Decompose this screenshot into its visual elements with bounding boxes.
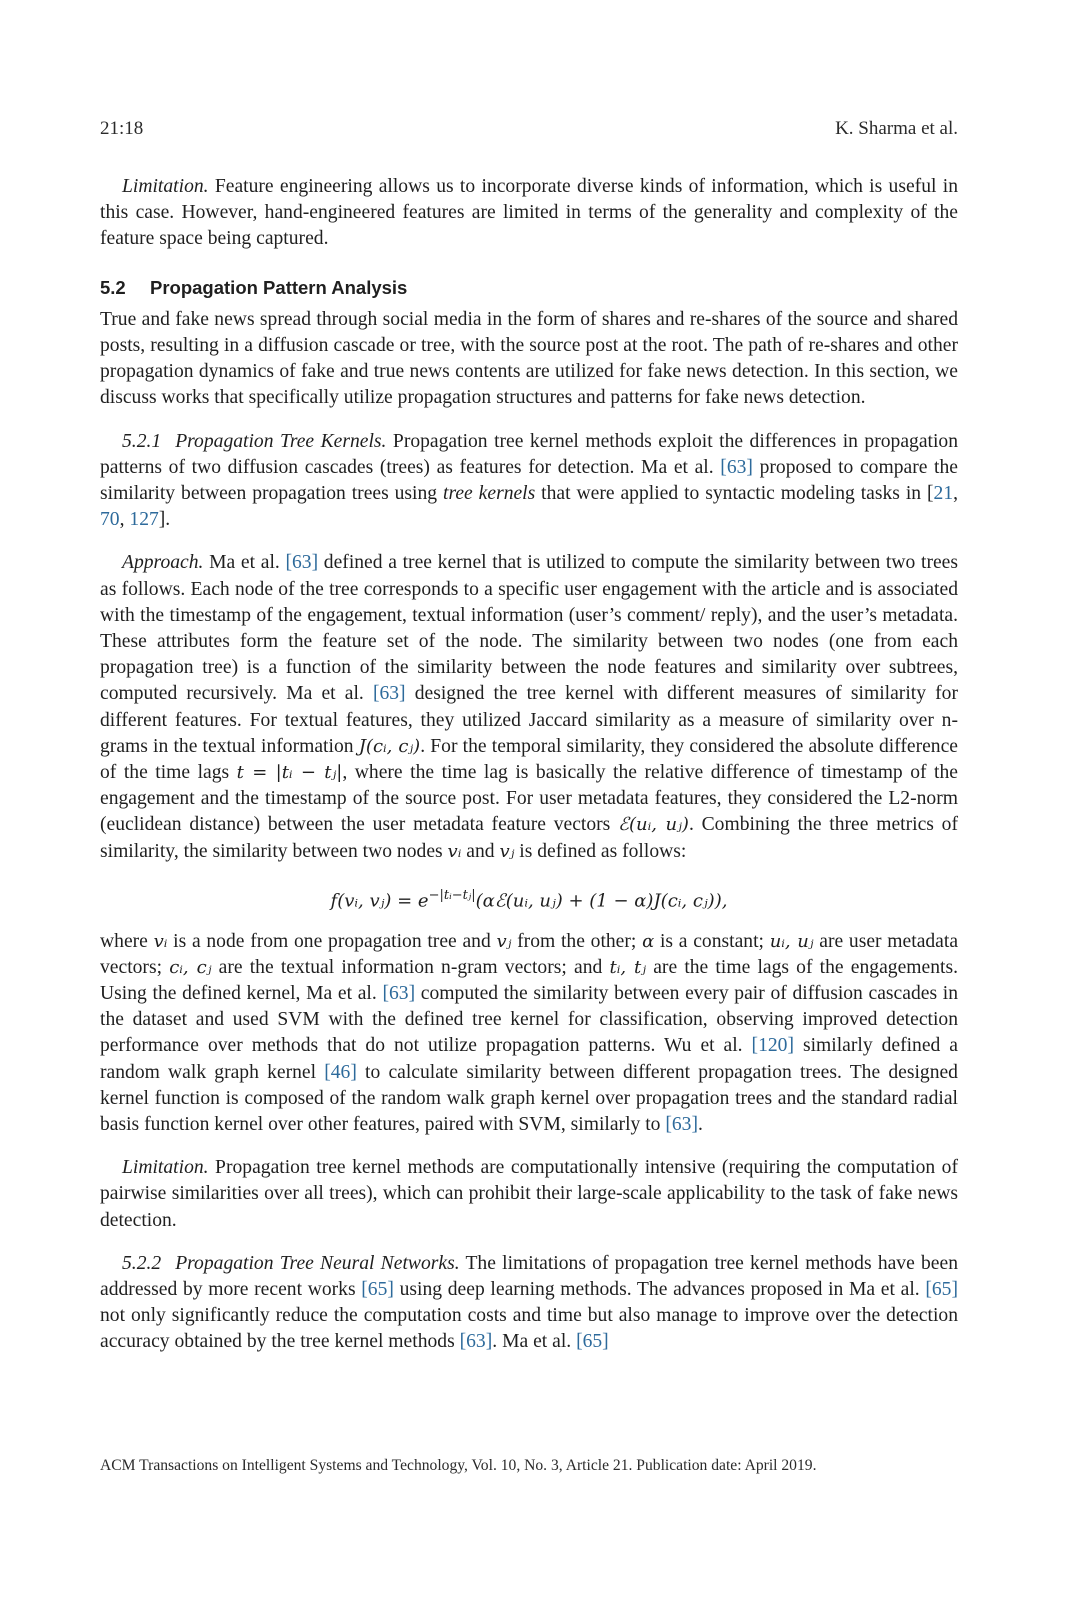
citation-link[interactable]: [46]	[324, 1061, 357, 1083]
inline-math: ℰ(uᵢ, uⱼ)	[618, 814, 689, 836]
citation-link[interactable]: 127	[129, 509, 159, 531]
citation-link[interactable]: 21	[933, 483, 954, 505]
subsection-title: Propagation Tree Kernels.	[175, 430, 387, 452]
paragraph-label: Limitation.	[122, 1157, 209, 1179]
inline-math: J(cᵢ, cⱼ)	[358, 735, 421, 757]
similarity-equation: f(vᵢ, vⱼ) = $e^{-|tᵢ-tⱼ|}(\alpha ℰ(uᵢ$, uⱼ) + (1 − α)J(cᵢ, cⱼ)),	[330, 887, 728, 912]
approach-paragraph: Approach. Ma et al. [63] defined a tree kernel that is utilized to compute the similarity between two trees as follows. Each node of the tree corresponds to a specific user engagement with the article and is associated with the timestamp of the engagement, textual information (user’s comment/ reply), and the user’s metadata. These attributes form the feature set of the node. The similarity between two nodes (one from each propagation tree) is a function of the similarity between the node features and similarity over subtrees, computed recursively. Ma et al. [63] designed the tree kernel with different measures of similarity for different features. For textual features, they utilized Jaccard similarity as a measure of similarity over n-grams in the textual information J(cᵢ, cⱼ). For the temporal similarity, they considered the absolute difference of the time lags t = |tᵢ − tⱼ|, where the time lag is basically the relative difference of timestamp of the engagement and the timestamp of the source post. For user metadata features, they considered the L2-norm (euclidean distance) between the user metadata feature vectors ℰ(uᵢ, uⱼ). Combining the three metrics of similarity, the similarity between two nodes vᵢ and vⱼ is defined as follows:	[100, 552, 959, 862]
citation-link[interactable]: [65]	[925, 1279, 959, 1301]
equation-exponent: −|tᵢ−tⱼ|	[428, 887, 476, 903]
paragraph-label: Limitation.	[122, 176, 209, 197]
citation-link[interactable]: [63]	[720, 456, 753, 478]
body-text	[100, 174, 958, 1356]
section-intro-paragraph: True and fake news spread through social media in the form of shares and re-shares of the source and shared posts, resulting in a diffusion cascade or tree, with the source post at the root. The path of re-shares and other propagation dynamics of fake and true news contents are utilized for fake news detection. In this section, we discuss works that specifically utilize propagation structures and patterns for fake news detection.	[100, 308, 958, 409]
running-authors: K. Sharma et al.	[835, 118, 958, 139]
citation-link[interactable]: [63]	[459, 1331, 493, 1353]
citation-link[interactable]: [63]	[372, 683, 406, 705]
journal-footer: ACM Transactions on Intelligent Systems and Technology, Vol. 10, No. 3, Article 21. Publication date: April 2019.	[100, 1457, 817, 1474]
citation-link[interactable]: [63]	[285, 552, 319, 574]
citation-link[interactable]: [63]	[382, 983, 416, 1005]
subsection-title: Propagation Tree Neural Networks.	[175, 1252, 460, 1274]
inline-math: vᵢ	[447, 840, 462, 862]
limitation-paragraph-1: Limitation. Feature engineering allows us to incorporate diverse kinds of information, which is useful in this case. However, hand-engineered features are limited in terms of the generality and complexity of the feature space being captured.	[100, 176, 958, 250]
page-number: 21:18	[100, 118, 144, 139]
inline-math: t = |tᵢ − tⱼ|	[236, 762, 343, 784]
paragraph-label: Approach.	[122, 552, 204, 574]
citation-link[interactable]: [65]	[361, 1279, 394, 1301]
inline-math: vⱼ	[499, 840, 515, 862]
citation-link[interactable]: 70	[100, 509, 120, 531]
subsection-number: 5.2.2	[122, 1252, 162, 1274]
citation-link[interactable]: [65]	[576, 1331, 609, 1353]
where-paragraph: where vᵢ is a node from one propagation tree and vⱼ from the other; α is a constant; uᵢ, uⱼ are user metadata vectors; cᵢ, cⱼ are the textual information n-gram vectors; and tᵢ, tⱼ are the time lags of the engagements. Using the defined kernel, Ma et al. [63] computed the similarity between every pair of diffusion cascades in the dataset and used SVM with the defined tree kernel for classification, observing improved detection performance over methods that do not utilize propagation patterns. Wu et al. [120] similarly defined a random walk graph kernel [46] to calculate similarity between different propagation trees. The designed kernel function is composed of the random walk graph kernel over propagation trees and the standard radial basis function kernel over other features, paired with SVM, similarly to [63].	[100, 930, 959, 1136]
citation-link[interactable]: [120]	[751, 1035, 794, 1057]
subsection-5-2-2-paragraph: 5.2.2 Propagation Tree Neural Networks. The limitations of propagation tree kernel methods have been addressed by more recent works [65] using deep learning methods. The advances proposed in Ma et al. [65] not only significantly reduce the computation costs and time but also manage to improve over the detection accuracy obtained by the tree kernel methods [63]. Ma et al. [65]	[100, 1252, 959, 1353]
subsection-5-2-1-paragraph: 5.2.1 Propagation Tree Kernels. Propagation tree kernel methods exploit the differences in propagation patterns of two diffusion cascades (trees) as features for detection. Ma et al. [63] proposed to compare the similarity between propagation trees using tree kernels that were applied to syntactic modeling tasks in [21, 70, 127].	[100, 430, 959, 531]
section-title: Propagation Pattern Analysis	[150, 276, 408, 298]
limitation-paragraph-2: Limitation. Propagation tree kernel methods are computationally intensive (requiring the computation of pairwise similarities over all trees), which can prohibit their large-scale applicability to the task of fake news detection.	[100, 1157, 958, 1231]
citation-link[interactable]: [63]	[665, 1114, 699, 1136]
section-heading-5-2	[100, 275, 958, 301]
subsection-number: 5.2.1	[122, 430, 162, 452]
section-number: 5.2	[100, 276, 126, 298]
